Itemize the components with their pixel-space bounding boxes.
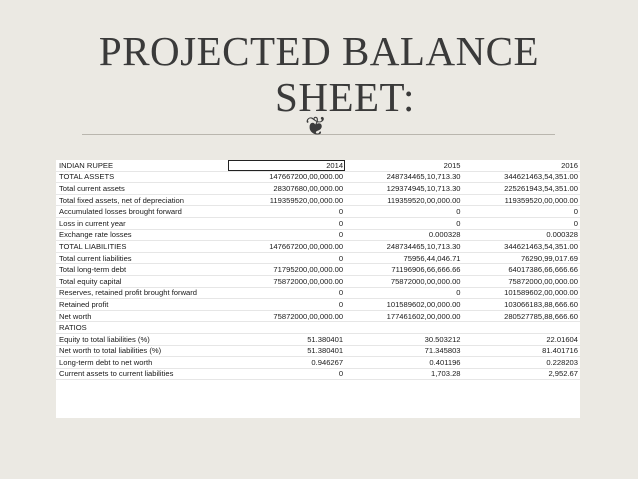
- row-label: TOTAL ASSETS: [56, 171, 228, 183]
- row-label: Total current liabilities: [56, 252, 228, 264]
- row-label: Net worth to total liabilities (%): [56, 345, 228, 357]
- row-label: Total current assets: [56, 183, 228, 195]
- row-value-c2: 129374945,10,713.30: [345, 183, 462, 195]
- row-value-c3: 344621463,54,351.00: [463, 171, 580, 183]
- row-value-c2: 0.401196: [345, 357, 462, 369]
- row-value-c2: 0: [345, 287, 462, 299]
- row-label: Retained profit: [56, 299, 228, 311]
- row-value-c2: 75956,44,046.71: [345, 252, 462, 264]
- table-row: [56, 368, 580, 380]
- table-row: [56, 310, 580, 322]
- row-label: Current assets to current liabilities: [56, 368, 228, 380]
- row-label: Total equity capital: [56, 275, 228, 287]
- table-row: [56, 241, 580, 253]
- row-value-c3: 2,952.67: [463, 368, 580, 380]
- row-value-c3: 81.401716: [463, 345, 580, 357]
- row-label: Long-term debt to net worth: [56, 357, 228, 369]
- row-value-c3: 101589602,00,000.00: [463, 287, 580, 299]
- row-value-c1: 0: [228, 287, 345, 299]
- row-value-c3: 119359520,00,000.00: [463, 194, 580, 206]
- row-value-c2: 0.000328: [345, 229, 462, 241]
- table-row: [56, 252, 580, 264]
- table-row: [56, 229, 580, 241]
- row-value-c1: 75872000,00,000.00: [228, 275, 345, 287]
- row-value-c2: 248734465,10,713.30: [345, 171, 462, 183]
- table-row: [56, 287, 580, 299]
- row-value-c1: 0: [228, 206, 345, 218]
- table-row: [56, 275, 580, 287]
- title-line-1: PROJECTED BALANCE: [98, 28, 540, 74]
- row-value-c1: 51.380401: [228, 345, 345, 357]
- table-row: [56, 217, 580, 229]
- table-row: [56, 171, 580, 183]
- row-value-c2: 0: [345, 206, 462, 218]
- row-value-c1: 28307680,00,000.00: [228, 183, 345, 195]
- table-row: [56, 345, 580, 357]
- year-2014-header[interactable]: 2014: [228, 160, 345, 171]
- row-value-c3: 225261943,54,351.00: [463, 183, 580, 195]
- year-2015-header: 2015: [345, 160, 462, 171]
- row-value-c1: 0: [228, 368, 345, 380]
- table-row: [56, 322, 580, 334]
- table-row: [56, 357, 580, 369]
- row-value-c3: 0.228203: [463, 357, 580, 369]
- row-value-c2: 75872000,00,000.00: [345, 275, 462, 287]
- row-label: Accumulated losses brought forward: [56, 206, 228, 218]
- row-value-c3: 344621463,54,351.00: [463, 241, 580, 253]
- row-value-c2: [345, 322, 462, 334]
- row-value-c1: 71795200,00,000.00: [228, 264, 345, 276]
- row-value-c1: 147667200,00,000.00: [228, 241, 345, 253]
- row-value-c3: 280527785,88,666.60: [463, 310, 580, 322]
- row-value-c3: 76290,99,017.69: [463, 252, 580, 264]
- balance-sheet-table-image: [56, 160, 580, 418]
- slide-title: [0, 28, 638, 120]
- swirl-ornament-icon: ❦: [305, 112, 327, 142]
- row-value-c2: 71196906,66,666.66: [345, 264, 462, 276]
- row-label: Exchange rate losses: [56, 229, 228, 241]
- row-value-c2: 0: [345, 217, 462, 229]
- row-value-c3: 22.01604: [463, 333, 580, 345]
- table-row: [56, 183, 580, 195]
- row-value-c1: 51.380401: [228, 333, 345, 345]
- balance-sheet-table: [56, 160, 580, 380]
- row-value-c1: 0: [228, 217, 345, 229]
- table-row: [56, 264, 580, 276]
- row-label: Total fixed assets, net of depreciation: [56, 194, 228, 206]
- row-value-c3: [463, 322, 580, 334]
- row-value-c2: 30.503212: [345, 333, 462, 345]
- row-value-c3: 75872000,00,000.00: [463, 275, 580, 287]
- row-label: RATIOS: [56, 322, 228, 334]
- row-label: Loss in current year: [56, 217, 228, 229]
- row-value-c2: 119359520,00,000.00: [345, 194, 462, 206]
- row-label: TOTAL LIABILITIES: [56, 241, 228, 253]
- title-line-2: SHEET:: [275, 74, 415, 120]
- row-value-c1: 0: [228, 299, 345, 311]
- row-value-c2: 1,703.28: [345, 368, 462, 380]
- row-value-c1: [228, 322, 345, 334]
- row-value-c3: 0: [463, 217, 580, 229]
- row-value-c3: 64017386,66,666.66: [463, 264, 580, 276]
- table-row: [56, 299, 580, 311]
- table-row: [56, 206, 580, 218]
- row-value-c1: 0: [228, 252, 345, 264]
- year-2016-header: 2016: [463, 160, 580, 171]
- row-value-c2: 177461602,00,000.00: [345, 310, 462, 322]
- row-value-c3: 0: [463, 206, 580, 218]
- row-value-c1: 147667200,00,000.00: [228, 171, 345, 183]
- row-value-c1: 75872000,00,000.00: [228, 310, 345, 322]
- row-value-c1: 0.946267: [228, 357, 345, 369]
- row-label: Reserves, retained profit brought forward: [56, 287, 228, 299]
- row-value-c1: 0: [228, 229, 345, 241]
- table-row: [56, 194, 580, 206]
- row-value-c2: 71.345803: [345, 345, 462, 357]
- row-label: Equity to total liabilities (%): [56, 333, 228, 345]
- currency-label: INDIAN RUPEE: [56, 160, 228, 171]
- table-row: [56, 333, 580, 345]
- table-header-row: [56, 160, 580, 171]
- row-value-c2: 101589602,00,000.00: [345, 299, 462, 311]
- row-label: Net worth: [56, 310, 228, 322]
- row-label: Total long-term debt: [56, 264, 228, 276]
- row-value-c1: 119359520,00,000.00: [228, 194, 345, 206]
- row-value-c3: 0.000328: [463, 229, 580, 241]
- row-value-c3: 103066183,88,666.60: [463, 299, 580, 311]
- row-value-c2: 248734465,10,713.30: [345, 241, 462, 253]
